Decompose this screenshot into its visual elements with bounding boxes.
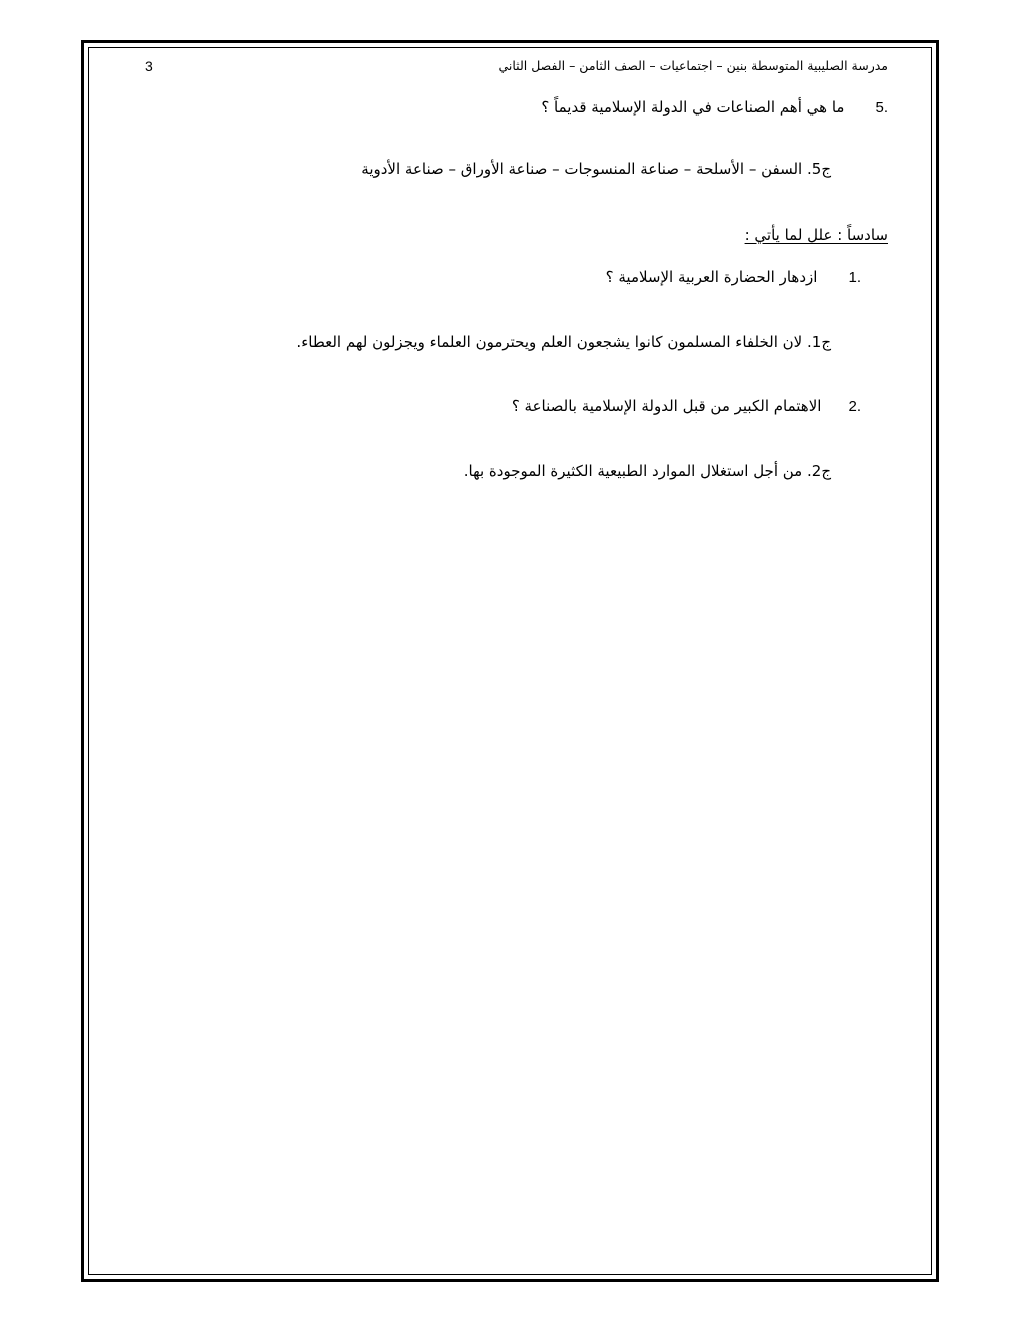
reason-question-1-text: ازدهار الحضارة العربية الإسلامية ؟ bbox=[605, 268, 818, 286]
header-school-line: مدرسة الصليبية المتوسطة بنين – اجتماعيات – الصف الثامن – الفصل الثاني bbox=[498, 58, 888, 73]
reason-question-2-number: .2 bbox=[848, 398, 861, 415]
page-number: 3 bbox=[145, 58, 153, 74]
reason-answer-1: ج1. لان الخلفاء المسلمون كانوا يشجعون العلم ويحترمون العلماء ويجزلون لهم العطاء. bbox=[296, 333, 831, 351]
reason-question-1-number: .1 bbox=[848, 269, 861, 286]
reason-question-2-text: الاهتمام الكبير من قبل الدولة الإسلامية بالصناعة ؟ bbox=[511, 397, 822, 415]
reason-answer-2: ج2. من أجل استغلال الموارد الطبيعية الكثيرة الموجودة بها. bbox=[463, 462, 831, 480]
section-six-title: سادساً : علل لما يأتي : bbox=[744, 226, 888, 244]
question-5-number: .5 bbox=[875, 99, 888, 116]
reason-question-1 bbox=[606, 268, 861, 286]
question-5 bbox=[541, 98, 888, 116]
answer-5: ج5. السفن – الأسلحة – صناعة المنسوجات – صناعة الأوراق – صناعة الأدوية bbox=[361, 160, 831, 178]
question-5-text: ما هي أهم الصناعات في الدولة الإسلامية قديماً ؟ bbox=[541, 98, 845, 116]
reason-question-2 bbox=[512, 397, 861, 415]
